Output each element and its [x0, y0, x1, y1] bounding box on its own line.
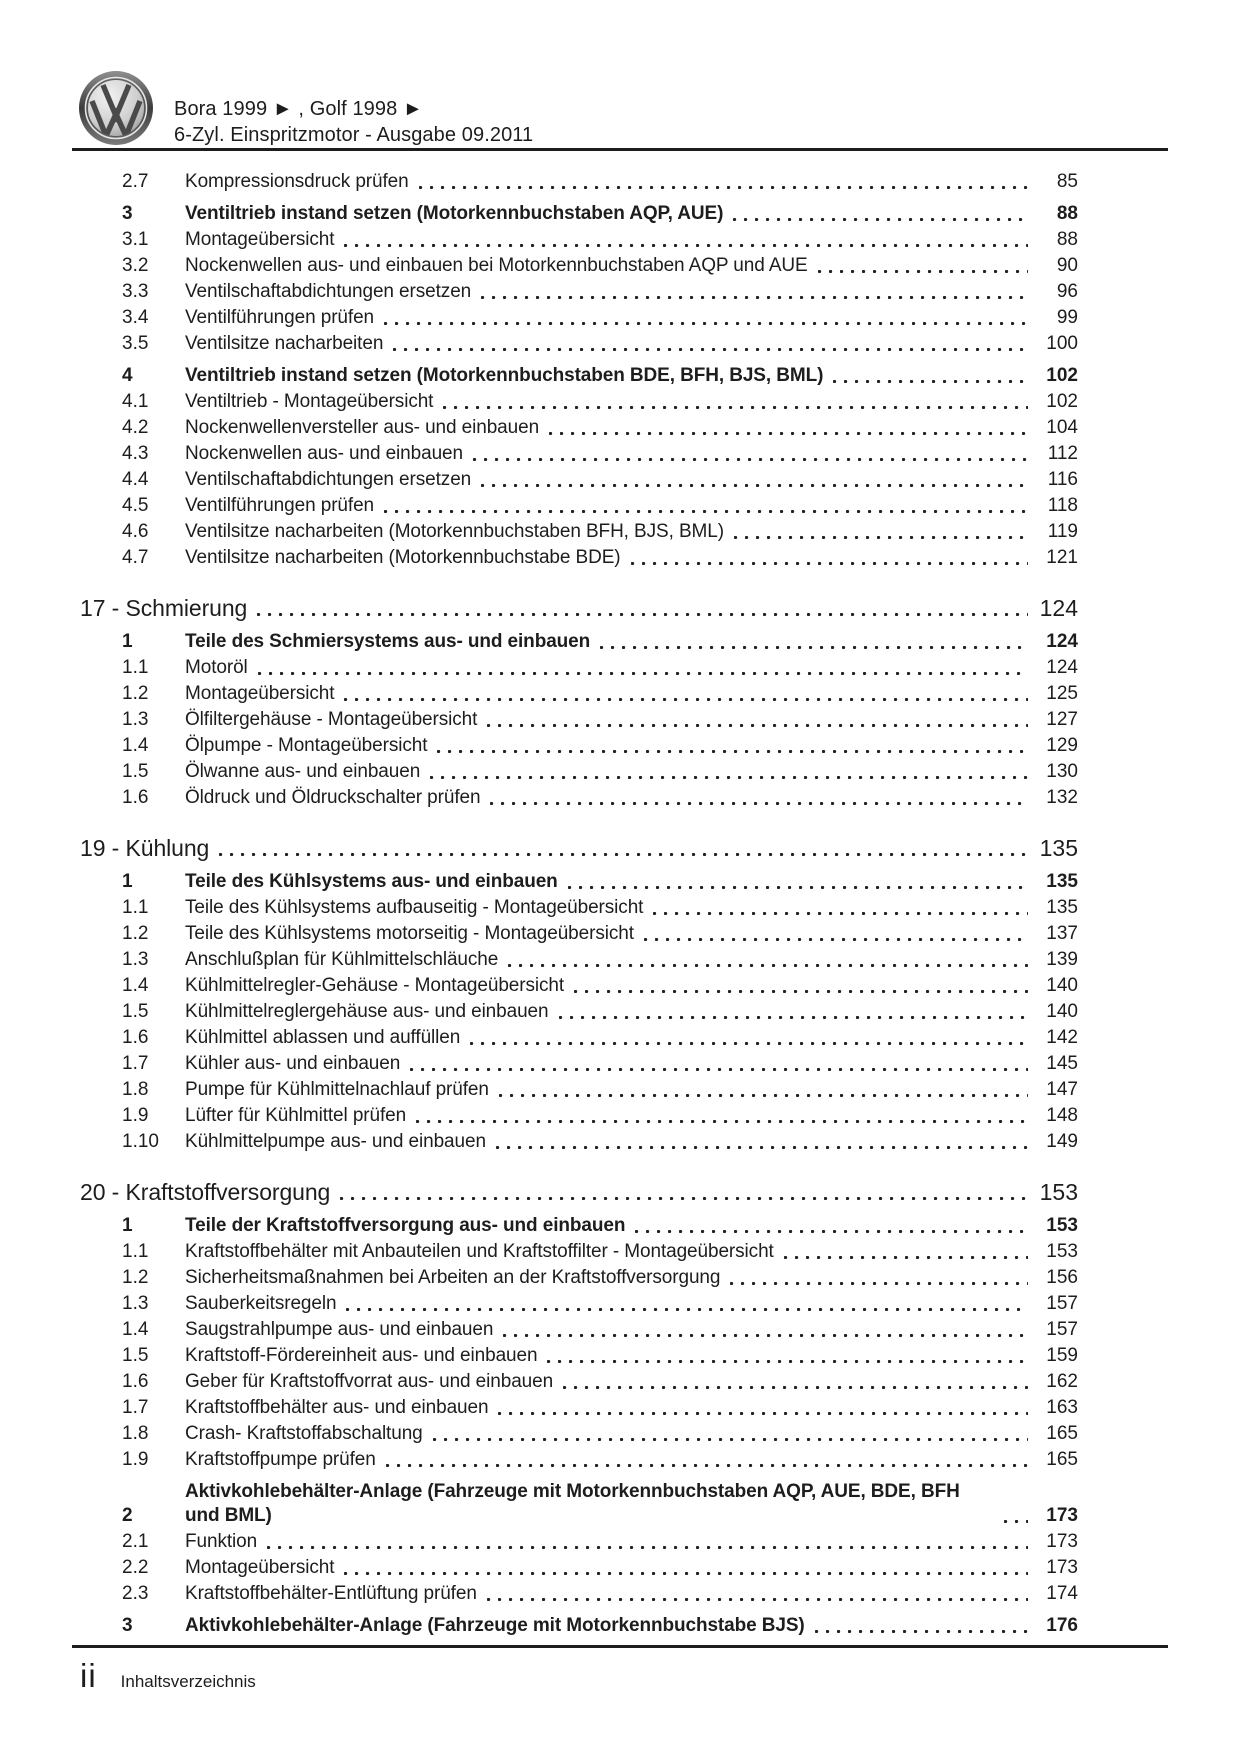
- toc-entry-title: Kraftstoffbehälter aus- und einbauen: [185, 1397, 489, 1418]
- toc-entry-page: 159: [1046, 1345, 1078, 1366]
- toc-entry: [72, 834, 1168, 862]
- toc-entry-number: 4.2: [122, 417, 149, 438]
- toc-entry-page: 132: [1046, 787, 1078, 808]
- toc-entry-page: 162: [1046, 1371, 1078, 1392]
- toc-entry: [72, 1614, 1168, 1638]
- header-text: [174, 96, 533, 148]
- header-rule: [72, 148, 1168, 151]
- toc-entry-page: 102: [1046, 365, 1078, 386]
- toc-entry-page: 165: [1046, 1449, 1078, 1470]
- toc-entry-number: 2: [122, 1505, 133, 1526]
- toc-entry-page: 124: [1046, 631, 1078, 652]
- toc-entry-number: 1.3: [122, 949, 149, 970]
- toc-entry-number: 1.6: [122, 787, 149, 808]
- dot-leader: [384, 510, 1028, 513]
- toc-entry: [72, 948, 1168, 972]
- dot-leader: [470, 1042, 1028, 1045]
- toc-entry: [72, 1344, 1168, 1368]
- toc-entry-page: 140: [1046, 975, 1078, 996]
- dot-leader: [508, 964, 1028, 967]
- toc-entry: [72, 1556, 1168, 1580]
- toc-entry-title: Ventilführungen prüfen: [185, 307, 375, 328]
- toc-entry-number: 1.5: [122, 761, 149, 782]
- toc-entry-page: 165: [1046, 1423, 1078, 1444]
- toc-entry-page: 121: [1046, 547, 1078, 568]
- toc-entry-number: 1: [122, 871, 133, 892]
- toc-entry-title: Funktion: [185, 1531, 258, 1552]
- toc-entry-title: Montageübersicht: [185, 229, 335, 250]
- toc-entry-title: Ventilsitze nacharbeiten: [185, 333, 384, 354]
- toc-entry-number: 3.1: [122, 229, 149, 250]
- dot-leader: [547, 1360, 1028, 1363]
- toc-entry-number: 1.1: [122, 657, 149, 678]
- dot-leader: [499, 1094, 1028, 1097]
- toc-entry-page: 104: [1046, 417, 1078, 438]
- toc-entry-number: 1.6: [122, 1027, 149, 1048]
- toc-entry-page: 129: [1046, 735, 1078, 756]
- toc-entry-page: 139: [1046, 949, 1078, 970]
- toc-entry-page: 148: [1046, 1105, 1078, 1126]
- toc-entry: [72, 708, 1168, 732]
- dot-leader: [410, 1068, 1028, 1071]
- toc-entry-number: 1.3: [122, 1293, 149, 1314]
- toc-entry-title: Teile des Schmiersystems aus- und einbauen: [185, 631, 591, 652]
- toc-entry-title: Nockenwellenversteller aus- und einbauen: [185, 417, 540, 438]
- toc-entry: [72, 494, 1168, 518]
- toc-entry-number: 3.4: [122, 307, 149, 328]
- vw-logo-icon: [78, 70, 154, 146]
- toc-entry: [72, 1422, 1168, 1446]
- toc-entry-title: Nockenwellen aus- und einbauen: [185, 443, 463, 464]
- toc-entry: [72, 1396, 1168, 1420]
- toc-entry: [72, 760, 1168, 784]
- toc-entry-page: 100: [1046, 333, 1078, 354]
- toc-entry-title: Ventilsitze nacharbeiten (Motorkennbuchstaben BFH, BJS, BML): [185, 521, 724, 542]
- toc-entry: [72, 1266, 1168, 1290]
- dot-leader: [496, 1146, 1028, 1149]
- toc-entry-number: 3.3: [122, 281, 149, 302]
- toc-entry-number: 4.3: [122, 443, 149, 464]
- dot-leader: [498, 1412, 1028, 1415]
- footer-rule: [72, 1645, 1168, 1648]
- toc-entry-page: 135: [1046, 871, 1078, 892]
- dot-leader: [257, 613, 1028, 616]
- toc-entry-page: 153: [1046, 1215, 1078, 1236]
- toc-entry-page: 147: [1046, 1079, 1078, 1100]
- folio-label: Inhaltsverzeichnis: [120, 1672, 256, 1691]
- toc-entry: [72, 546, 1168, 570]
- toc-entry-page: 125: [1046, 683, 1078, 704]
- toc-entry-number: 4: [122, 365, 133, 386]
- toc-entry-page: 112: [1047, 443, 1078, 464]
- toc-entry-number: 3: [122, 1615, 133, 1636]
- toc-entry-number: 1.9: [122, 1449, 149, 1470]
- toc-entry-title: Teile des Kühlsystems aufbauseitig - Montageübersicht: [185, 897, 644, 918]
- toc-entry: [72, 306, 1168, 330]
- toc-entry-number: 2.3: [122, 1583, 149, 1604]
- toc-entry-page: 153: [1039, 1179, 1078, 1205]
- dot-leader: [574, 990, 1028, 993]
- toc-entry: [72, 1000, 1168, 1024]
- toc-entry-title: Ventiltrieb instand setzen (Motorkennbuchstaben BDE, BFH, BJS, BML): [185, 365, 824, 386]
- toc-entry-number: 1.1: [122, 897, 149, 918]
- toc-entry-number: 1.7: [122, 1397, 149, 1418]
- toc-entry-title: Kraftstoff-Fördereinheit aus- und einbauen: [185, 1345, 538, 1366]
- dot-leader: [734, 536, 1028, 539]
- dot-leader: [568, 886, 1028, 889]
- toc-entry: [72, 682, 1168, 706]
- toc-entry-title: Teile der Kraftstoffversorgung aus- und einbauen: [185, 1215, 626, 1236]
- toc-entry-number: 4.6: [122, 521, 149, 542]
- toc-entry-title: Crash- Kraftstoffabschaltung: [185, 1423, 423, 1444]
- toc-entry-page: 156: [1046, 1267, 1078, 1288]
- toc-entry-title: Kraftstoffbehälter-Entlüftung prüfen: [185, 1583, 477, 1604]
- dot-leader: [833, 380, 1028, 383]
- toc-entry-title: 17 - Schmierung: [80, 595, 248, 621]
- toc-entry-title: Ventiltrieb - Montageübersicht: [185, 391, 434, 412]
- dot-leader: [344, 698, 1028, 701]
- toc-entry-page: 130: [1046, 761, 1078, 782]
- toc-entry-page: 145: [1046, 1053, 1078, 1074]
- toc-entry-title: Teile des Kühlsystems aus- und einbauen: [185, 871, 558, 892]
- toc-entry: [72, 1318, 1168, 1342]
- toc-entry-number: 1.8: [122, 1079, 149, 1100]
- toc-entry-page: 163: [1046, 1397, 1078, 1418]
- toc-entry: [72, 442, 1168, 466]
- toc-entry: [72, 1292, 1168, 1316]
- dot-leader: [430, 776, 1028, 779]
- toc-entry-title: Montageübersicht: [185, 683, 335, 704]
- toc-entry-number: 1.9: [122, 1105, 149, 1126]
- toc-entry-page: 124: [1046, 657, 1078, 678]
- dot-leader: [487, 1598, 1028, 1601]
- toc-entry-number: 4.5: [122, 495, 149, 516]
- toc-entry-number: 1.4: [122, 975, 149, 996]
- toc-entry-number: 1.5: [122, 1345, 149, 1366]
- toc-entry-title: Kühlmittelregler-Gehäuse - Montageübersicht: [185, 975, 565, 996]
- dot-leader: [437, 750, 1028, 753]
- toc-entry-page: 116: [1047, 469, 1078, 490]
- dot-leader: [433, 1438, 1028, 1441]
- toc-entry-title: Sicherheitsmaßnahmen bei Arbeiten an der Kraftstoffversorgung: [185, 1267, 721, 1288]
- toc-entry-number: 2.7: [122, 171, 149, 192]
- toc-entry: [72, 630, 1168, 654]
- toc-entry: [72, 1448, 1168, 1472]
- toc-entry-number: 1.4: [122, 735, 149, 756]
- toc-entry-number: 1.7: [122, 1053, 149, 1074]
- toc-entry: [72, 1214, 1168, 1238]
- toc-entry-title: Anschlußplan für Kühlmittelschläuche: [185, 949, 499, 970]
- toc-entry-number: 4.1: [122, 391, 149, 412]
- toc-entry: [72, 416, 1168, 440]
- toc-entry-title: Ventilführungen prüfen: [185, 495, 375, 516]
- dot-leader: [784, 1256, 1028, 1259]
- toc-entry: [72, 1530, 1168, 1554]
- toc-entry-page: 140: [1046, 1001, 1078, 1022]
- toc-entry: [72, 280, 1168, 304]
- dot-leader: [815, 1630, 1028, 1633]
- toc-entry-page: 153: [1046, 1241, 1078, 1262]
- dot-leader: [384, 322, 1028, 325]
- toc-entry-page: 88: [1056, 203, 1078, 224]
- toc-entry-title: Kühlmittelpumpe aus- und einbauen: [185, 1131, 486, 1152]
- toc-entry-number: 1: [122, 631, 133, 652]
- toc-entry-number: 2.2: [122, 1557, 149, 1578]
- folio-page-number: ii: [80, 1657, 97, 1694]
- toc-entry-number: 3: [122, 203, 133, 224]
- dot-leader: [653, 912, 1028, 915]
- toc-entry-page: 137: [1046, 923, 1078, 944]
- dot-leader: [419, 186, 1028, 189]
- toc-entry: [72, 202, 1168, 226]
- toc-entry-title: Ventilsitze nacharbeiten (Motorkennbuchstabe BDE): [185, 547, 621, 568]
- toc-entry: [72, 734, 1168, 758]
- dot-leader: [818, 270, 1028, 273]
- toc-entry: [72, 364, 1168, 388]
- toc-entry-title: Teile des Kühlsystems motorseitig - Montageübersicht: [185, 923, 634, 944]
- toc-entry-title: Öldruck und Öldruckschalter prüfen: [185, 787, 481, 808]
- toc-entry-page: 174: [1046, 1583, 1078, 1604]
- dot-leader: [344, 244, 1028, 247]
- toc-entry-number: 1.1: [122, 1241, 149, 1262]
- toc-entry-number: 1.4: [122, 1319, 149, 1340]
- page-header: [72, 68, 1168, 150]
- toc-entry-title: Ventilschaftabdichtungen ersetzen: [185, 281, 472, 302]
- toc-entry-title: Geber für Kraftstoffvorrat aus- und einbauen: [185, 1371, 554, 1392]
- toc-entry-number: 1.2: [122, 923, 149, 944]
- toc-entry-page: 157: [1046, 1293, 1078, 1314]
- toc-entry-title: Kraftstoffpumpe prüfen: [185, 1449, 376, 1470]
- dot-leader: [487, 724, 1028, 727]
- toc-entry-number: 1.8: [122, 1423, 149, 1444]
- toc-entry-page: 127: [1046, 709, 1078, 730]
- toc-entry: [72, 1078, 1168, 1102]
- toc-entry-page: 102: [1046, 391, 1078, 412]
- toc-entry-title: Kühlmittel ablassen und auffüllen: [185, 1027, 461, 1048]
- toc-entry-title: Kühler aus- und einbauen: [185, 1053, 401, 1074]
- dot-leader: [733, 218, 1028, 221]
- header-subtitle-line: 6-Zyl. Einspritzmotor - Ausgabe 09.2011: [174, 124, 534, 146]
- toc-entry: [72, 1130, 1168, 1154]
- toc-entry-title: Aktivkohlebehälter-Anlage (Fahrzeuge mit Motorkennbuchstaben AQP, AUE, BDE, BFH und BML): [185, 1481, 960, 1526]
- dot-leader: [219, 853, 1028, 856]
- dot-leader: [481, 296, 1028, 299]
- toc-entry-number: 3.2: [122, 255, 149, 276]
- toc-entry-title: 19 - Kühlung: [80, 835, 210, 861]
- toc-entry-title: Kompressionsdruck prüfen: [185, 171, 409, 192]
- toc-entry: [72, 1104, 1168, 1128]
- toc-entry: [72, 656, 1168, 680]
- dot-leader: [393, 348, 1028, 351]
- dot-leader: [1004, 1520, 1028, 1523]
- toc-entry-title: Kühlmittelreglergehäuse aus- und einbauen: [185, 1001, 549, 1022]
- toc-entry-page: 149: [1046, 1131, 1078, 1152]
- dot-leader: [635, 1230, 1028, 1233]
- toc-entry-page: 119: [1047, 521, 1078, 542]
- dot-leader: [346, 1308, 1028, 1311]
- toc-entry-page: 173: [1046, 1505, 1078, 1526]
- dot-leader: [730, 1282, 1028, 1285]
- toc-entry: [72, 1178, 1168, 1206]
- toc-entry-number: 1.3: [122, 709, 149, 730]
- toc-entry: [72, 786, 1168, 810]
- toc-entry: [72, 594, 1168, 622]
- toc-entry: [72, 1052, 1168, 1076]
- toc-entry: [72, 896, 1168, 920]
- toc-entry-page: 124: [1039, 595, 1078, 621]
- toc-entry: [72, 390, 1168, 414]
- toc-entry-page: 118: [1047, 495, 1078, 516]
- toc-entry: [72, 974, 1168, 998]
- toc-entry-number: 4.4: [122, 469, 149, 490]
- toc-entry-title: Motoröl: [185, 657, 248, 678]
- toc-entry-title: Ölfiltergehäuse - Montageübersicht: [185, 709, 478, 730]
- header-models-line: Bora 1999 ► , Golf 1998 ►: [174, 98, 423, 120]
- dot-leader: [644, 938, 1028, 941]
- dot-leader: [258, 672, 1028, 675]
- toc-entry-title: Pumpe für Kühlmittelnachlauf prüfen: [185, 1079, 489, 1100]
- toc-entry-title: Aktivkohlebehälter-Anlage (Fahrzeuge mit Motorkennbuchstabe BJS): [185, 1615, 805, 1636]
- toc-entry-title: Montageübersicht: [185, 1557, 335, 1578]
- dot-leader: [416, 1120, 1028, 1123]
- toc-entry-number: 1.10: [122, 1131, 159, 1152]
- toc-entry-number: 1.2: [122, 683, 149, 704]
- toc-entry-title: Ölpumpe - Montageübersicht: [185, 735, 428, 756]
- toc-entry-title: Ölwanne aus- und einbauen: [185, 761, 421, 782]
- toc-entry-number: 1.6: [122, 1371, 149, 1392]
- toc-entry: [72, 468, 1168, 492]
- toc-entry: [72, 520, 1168, 544]
- dot-leader: [631, 562, 1028, 565]
- dot-leader: [559, 1016, 1029, 1019]
- dot-leader: [600, 646, 1028, 649]
- dot-leader: [443, 406, 1028, 409]
- toc-entry: [72, 170, 1168, 194]
- toc-entry: [72, 254, 1168, 278]
- toc-entry-page: 176: [1046, 1615, 1078, 1636]
- toc-entry: [72, 922, 1168, 946]
- dot-leader: [473, 458, 1028, 461]
- toc-entry-title: 20 - Kraftstoffversorgung: [80, 1179, 331, 1205]
- toc-entry-number: 3.5: [122, 333, 149, 354]
- toc-entry-page: 90: [1056, 255, 1078, 276]
- toc-entry-page: 135: [1046, 897, 1078, 918]
- toc-entry-title: Lüfter für Kühlmittel prüfen: [185, 1105, 407, 1126]
- toc-entry-title: Nockenwellen aus- und einbauen bei Motorkennbuchstaben AQP und AUE: [185, 255, 808, 276]
- toc-entry-page: 135: [1039, 835, 1078, 861]
- toc-entry-number: 1: [122, 1215, 133, 1236]
- toc-entry-title: Sauberkeitsregeln: [185, 1293, 337, 1314]
- toc-list: [72, 168, 1168, 1638]
- toc-entry-page: 96: [1056, 281, 1078, 302]
- toc-entry-title: Kraftstoffbehälter mit Anbauteilen und Kraftstoffilter - Montageübersicht: [185, 1241, 774, 1262]
- dot-leader: [344, 1572, 1028, 1575]
- toc-entry: [72, 1480, 1168, 1528]
- dot-leader: [481, 484, 1028, 487]
- toc-entry-page: 173: [1046, 1557, 1078, 1578]
- toc-entry-page: 157: [1046, 1319, 1078, 1340]
- toc-entry-page: 173: [1046, 1531, 1078, 1552]
- toc-entry: [72, 228, 1168, 252]
- toc-entry-number: 1.2: [122, 1267, 149, 1288]
- page-footer: [80, 1656, 1168, 1696]
- dot-leader: [549, 432, 1028, 435]
- dot-leader: [490, 802, 1028, 805]
- dot-leader: [563, 1386, 1028, 1389]
- dot-leader: [340, 1197, 1028, 1200]
- toc-entry: [72, 332, 1168, 356]
- toc-entry-page: 142: [1046, 1027, 1078, 1048]
- toc-entry-number: 4.7: [122, 547, 149, 568]
- toc-entry-title: Ventiltrieb instand setzen (Motorkennbuchstaben AQP, AUE): [185, 203, 724, 224]
- dot-leader: [267, 1546, 1028, 1549]
- toc-entry-number: 2.1: [122, 1531, 149, 1552]
- dot-leader: [503, 1334, 1028, 1337]
- toc-entry-page: 88: [1056, 229, 1078, 250]
- toc-entry-page: 85: [1056, 171, 1078, 192]
- toc-entry: [72, 1370, 1168, 1394]
- toc-entry-title: Ventilschaftabdichtungen ersetzen: [185, 469, 472, 490]
- toc-entry: [72, 1026, 1168, 1050]
- toc-entry: [72, 870, 1168, 894]
- toc-entry-title: Saugstrahlpumpe aus- und einbauen: [185, 1319, 494, 1340]
- dot-leader: [386, 1464, 1028, 1467]
- toc-entry-page: 99: [1056, 307, 1078, 328]
- toc-entry: [72, 1582, 1168, 1606]
- toc-entry-number: 1.5: [122, 1001, 149, 1022]
- toc-entry: [72, 1240, 1168, 1264]
